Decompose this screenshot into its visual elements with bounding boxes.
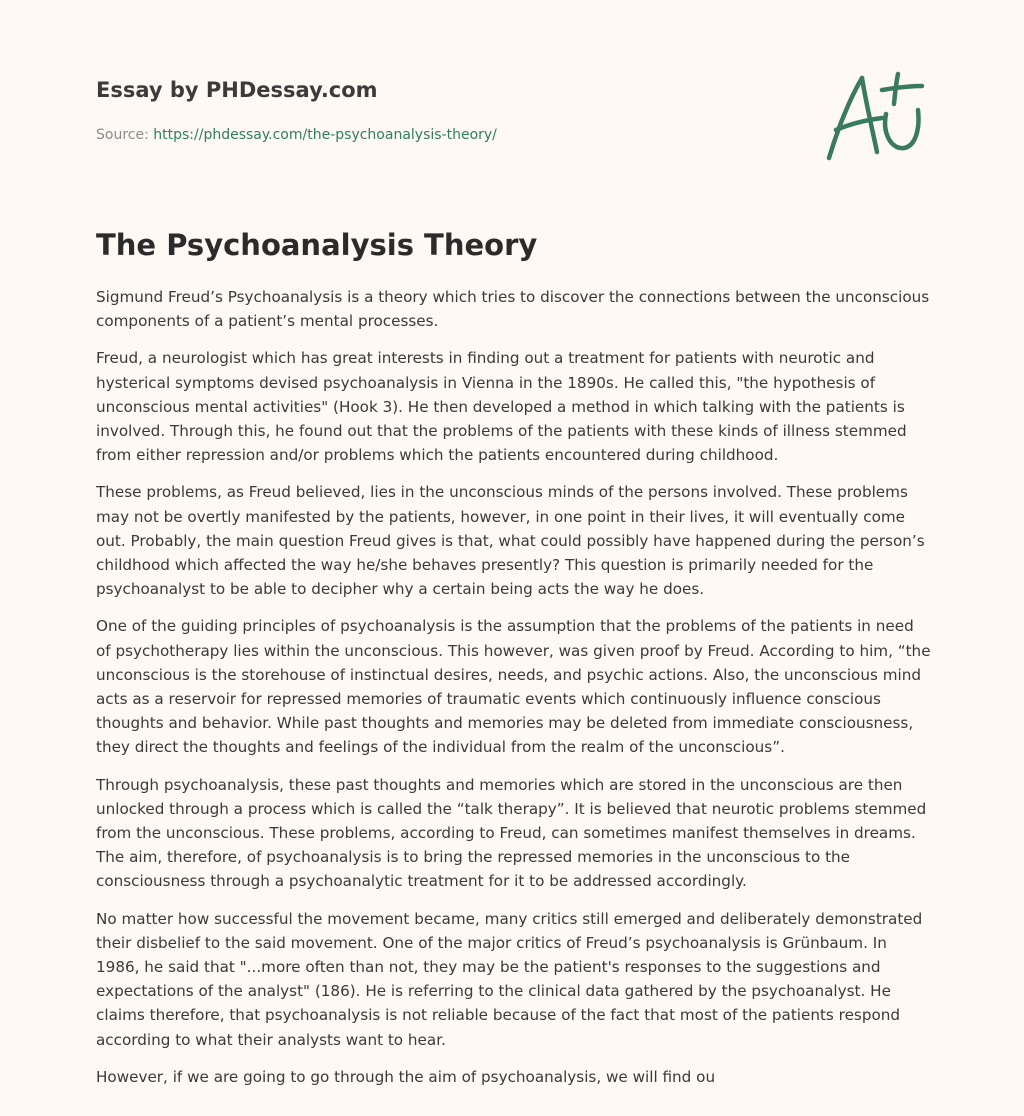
source-line	[96, 125, 796, 145]
paragraph: No matter how successful the movement became, many critics still emerged and deliberately demonstrated their disbelief to the said movement. One of the major critics of Freud’s psychoanalysis is Grünbaum. In 1986, he said that "...more often than not, they may be the patient's responses to the suggestions and expectations of the analyst" (186). He is referring to the clinical data gathered by the psychoanalyst. He claims therefore, that psychoanalysis is not reliable because of the fact that most of the patients respond according to what their analysts want to hear.	[96, 909, 923, 1049]
paragraph: However, if we are going to go through the aim of psychoanalysis, we will find ou	[96, 1067, 716, 1086]
paragraph: One of the guiding principles of psychoanalysis is the assumption that the problems of the patients in need of psychotherapy lies within the unconscious. This however, was given proof by Freud. According to him, “the unconscious is the storehouse of instinctual desires, needs, and psychic actions. Also, the unconscious mind acts as a reservoir for repressed memories of traumatic events which continuously influence conscious thoughts and behavior. While past thoughts and memories may be deleted from immediate consciousness, they direct the thoughts and feelings of the individual from the realm of the unconscious”.	[96, 617, 931, 757]
essay-body	[96, 225, 932, 1102]
page-header	[96, 76, 796, 145]
paragraph: These problems, as Freud believed, lies in the unconscious minds of the persons involved. These problems may not be overtly manifested by the patients, however, in one point in their lives, it will eventually come out. Probably, the main question Freud gives is that, what could possibly have happened during the person’s childhood which affected the way he/she behaves presently? This question is primarily needed for the psychoanalyst to be able to decipher why a certain being acts the way he does.	[96, 483, 925, 599]
paragraph: Freud, a neurologist which has great interests in finding out a treatment for patients with neurotic and hysterical symptoms devised psychoanalysis in Vienna in the 1890s. He called this, "the hypothesis of unconscious mental activities" (Hook 3). He then developed a method in which talking with the patients is involved. Through this, he found out that the problems of the patients with these kinds of illness stemmed from either repression and/or problems which the patients encountered during childhood.	[96, 349, 907, 465]
essay-title: The Psychoanalysis Theory	[96, 228, 538, 262]
paragraph: Sigmund Freud’s Psychoanalysis is a theory which tries to discover the connections between the unconscious components of a patient’s mental processes.	[96, 288, 930, 331]
a-plus-logo-icon	[822, 68, 928, 164]
paragraph: Through psychoanalysis, these past thoughts and memories which are stored in the unconscious are then unlocked through a process which is called the “talk therapy”. It is believed that neurotic problems stemmed from the unconscious. These problems, according to Freud, can sometimes manifest themselves in dreams. The aim, therefore, of psychoanalysis is to bring the repressed memories in the unconscious to the consciousness through a psychoanalytic treatment for it to be addressed accordingly.	[96, 775, 927, 891]
source-link[interactable]: https://phdessay.com/the-psychoanalysis-theory/	[153, 127, 497, 143]
site-brand: Essay by PHDessay.com	[96, 78, 378, 102]
source-label: Source:	[96, 127, 149, 143]
